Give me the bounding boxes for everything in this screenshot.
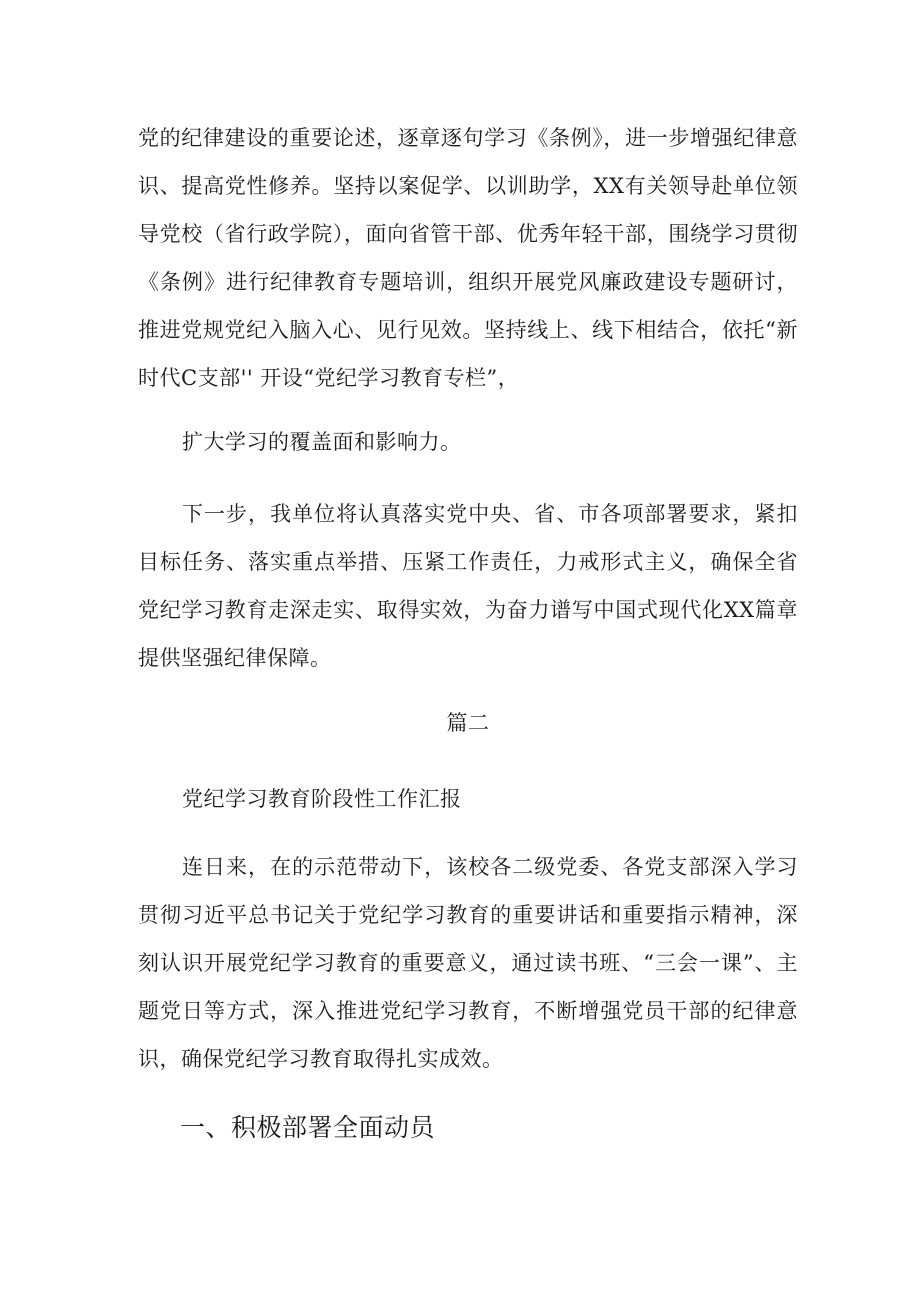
paragraph-section-intro: 连日来，在的示范带动下，该校各二级党委、各党支部深入学习贯彻习近平总书记关于党纪学习教育的重要讲话和重要指示精神，深刻认识开展党纪学习教育的重要意义，通过读书班、“三会一课”、主题党日等方式，深入推进党纪学习教育，不断增强党员干部的纪律意识，确保党纪学习教育取得扎实成效。 — [138, 855, 798, 1071]
paragraph-expand-coverage: 扩大学习的覆盖面和影响力。 — [182, 430, 462, 454]
paragraph-party-discipline-study: 党的纪律建设的重要论述，逐章逐句学习《条例》，进一步增强纪律意识、提高党性修养。坚持以案促学、以训助学，XX有关领导赴单位领导党校（省行政学院），面向省管干部、优秀年轻干部，围绕学习贯彻《条例》进行纪律教育专题培训，组织开展党风廉政建设专题研讨，推进党规党纪入脑入心、见行见效。坚持线上、线下相结合，依托“新时代C支部'' 开设“党纪学习教育专栏”， — [138, 126, 798, 390]
section-subtitle: 党纪学习教育阶段性工作汇报 — [182, 787, 462, 811]
paragraph-next-steps: 下一步，我单位将认真落实党中央、省、市各项部署要求，紧扣目标任务、落实重点举措、压紧工作责任，力戒形式主义，确保全省党纪学习教育走深走实、取得实效，为奋力谱写中国式现代化XX篇章提供坚强纪律保障。 — [138, 502, 798, 670]
section-label: 篇二 — [446, 711, 490, 735]
section-heading: 一、积极部署全面动员 — [180, 1113, 436, 1142]
